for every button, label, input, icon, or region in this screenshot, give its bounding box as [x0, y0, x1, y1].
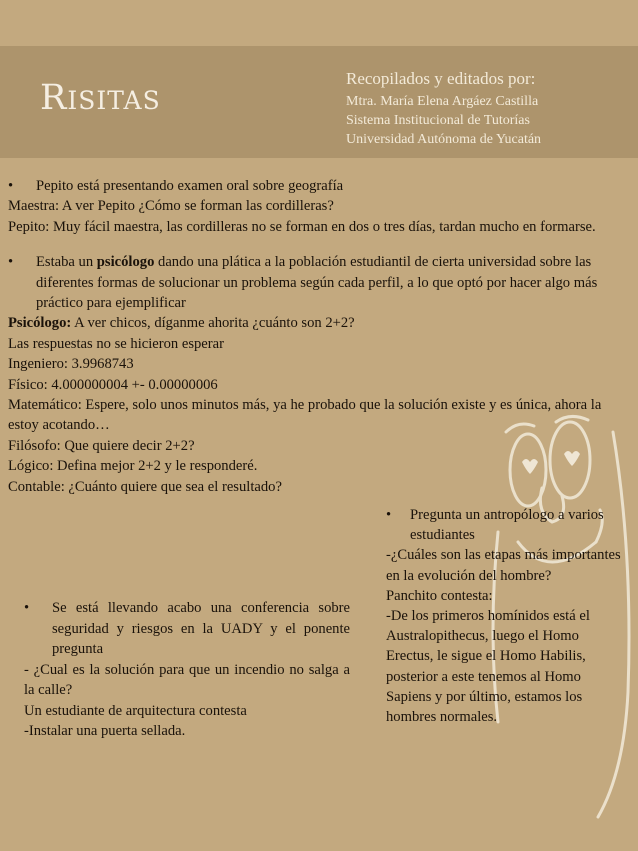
joke4-intro — [386, 505, 622, 545]
credits-lead: Recopilados y editados por: — [346, 69, 536, 88]
joke3-answer: -Instalar una puerta sellada. — [24, 723, 186, 739]
bullet-dot: • — [386, 507, 392, 523]
joke1-line1: Maestra: A ver Pepito ¿Cómo se forman las cordilleras? — [8, 198, 334, 215]
joke2-question — [8, 313, 628, 333]
main-jokes — [8, 176, 628, 497]
credits-system: Sistema Institucional de Tutorías — [346, 113, 530, 128]
credits-author: Mtra. María Elena Argáez Castilla — [346, 94, 539, 109]
joke2-intro — [8, 252, 628, 313]
bullet-dot: • — [8, 254, 14, 271]
joke2-line: Lógico: Defina mejor 2+2 y le responderé. — [8, 458, 258, 475]
joke4-block — [386, 505, 622, 727]
joke1-line2: Pepito: Muy fácil maestra, las cordilleras no se forman en dos o tres días, tardan mucho en formarse. — [8, 218, 596, 235]
joke2-question-text: A ver chicos, díganme ahorita ¿cuánto son 2+2? — [71, 315, 355, 332]
page-title: Risitas — [40, 78, 161, 118]
joke2-intro-bold: psicólogo — [96, 254, 155, 271]
joke4-intro-text: Pregunta un antropólogo a varios estudiantes — [410, 507, 604, 544]
joke2-speaker: Psicólogo: — [8, 315, 72, 332]
joke4-line1: Panchito contesta: — [386, 587, 493, 604]
joke2-line: Físico: 4.000000004 +- 0.00000006 — [8, 376, 218, 393]
top-band — [0, 0, 638, 46]
joke2-line: Filósofo: Que quiere decir 2+2? — [8, 437, 195, 454]
joke2-intro-before: Estaba un — [36, 254, 97, 271]
joke3-intro-text: Se está llevando acabo una conferencia sobre seguridad y riesgos en la UADY y el ponente pregunta — [52, 600, 350, 657]
joke2-line: Matemático: Espere, solo unos minutos más, ya he probado que la solución existe y es única, ahora la estoy acotando… — [8, 397, 602, 434]
joke2-intro-after: dando una plática a la población estudiantil de cierta universidad sobre las diferentes formas de solucionar un problema según cada perfil, a lo que optó por hacer algo más práctico para ejemplificar — [36, 254, 598, 312]
joke2-line: Ingeniero: 3.9968743 — [8, 356, 134, 373]
joke3-block — [24, 598, 350, 742]
joke4-question: -¿Cuáles son las etapas más importantes en la evolución del hombre? — [386, 547, 621, 584]
credits-block — [346, 68, 626, 149]
joke1-intro-text: Pepito está presentando examen oral sobre geografía — [36, 178, 344, 194]
bullet-dot: • — [24, 600, 30, 616]
joke3-intro — [24, 598, 350, 660]
joke2-line: Contable: ¿Cuánto quiere que sea el resultado? — [8, 478, 282, 495]
joke1-intro — [8, 176, 628, 196]
credits-university: Universidad Autónoma de Yucatán — [346, 132, 542, 147]
header-banner — [0, 46, 638, 158]
joke4-answer: -De los primeros homínidos está el Australopithecus, luego el Homo Erectus, le sigue el Homo Habilis, posterior a este tenemos al Homo Sapiens y por último, estamos los hombres normales. — [386, 608, 590, 726]
bullet-dot: • — [8, 178, 14, 194]
joke2-line: Las respuestas no se hicieron esperar — [8, 335, 224, 352]
joke3-question: - ¿Cual es la solución para que un incendio no salga a la calle? — [24, 661, 350, 698]
joke3-line1: Un estudiante de arquitectura contesta — [24, 702, 247, 719]
